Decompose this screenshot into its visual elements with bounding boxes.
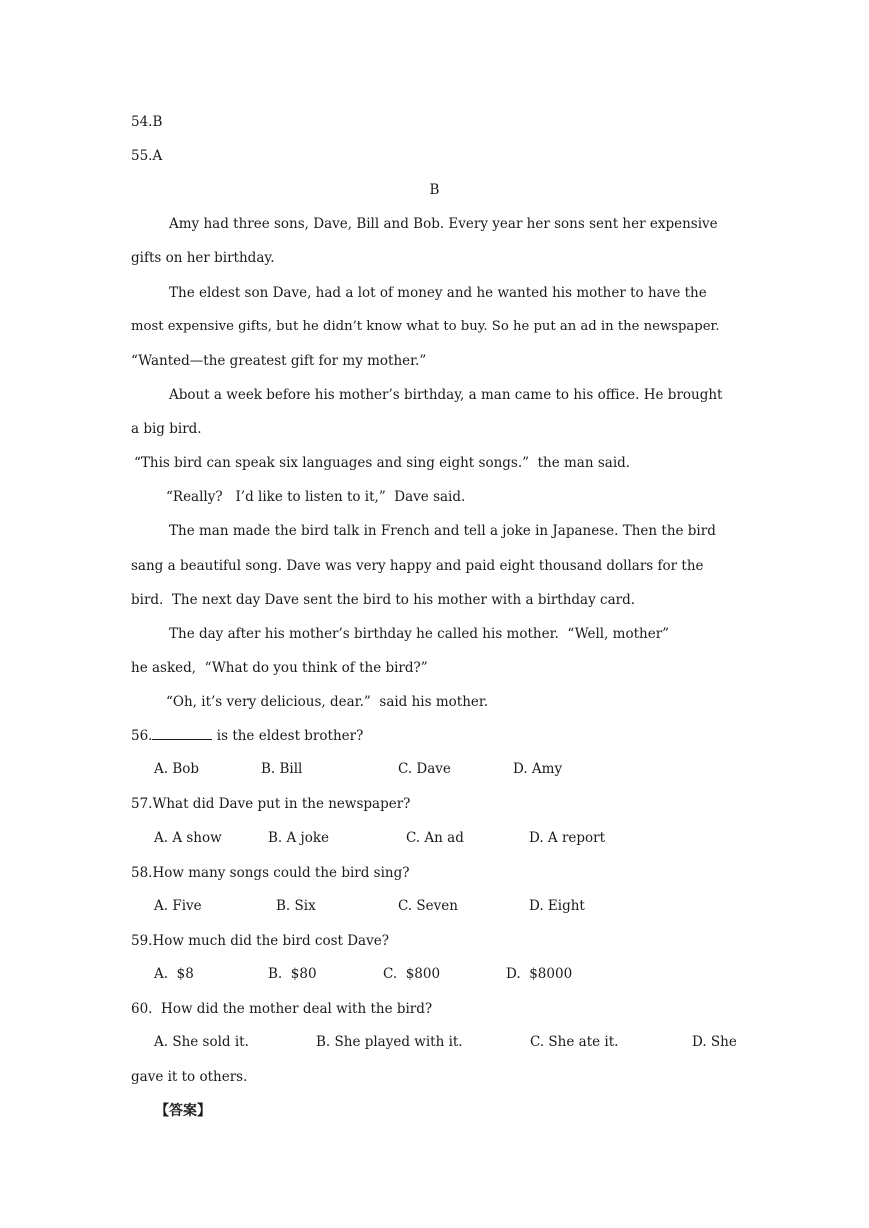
passage-line: Amy had three sons, Dave, Bill and Bob. Every year her sons sent her expensive xyxy=(169,216,718,232)
passage-line: bird. The next day Dave sent the bird to his mother with a birthday card. xyxy=(131,592,636,608)
passage-line: gifts on her birthday. xyxy=(131,250,275,266)
passage-line: The eldest son Dave, had a lot of money and he wanted his mother to have the xyxy=(169,285,707,301)
question-57: 57.What did Dave put in the newspaper? xyxy=(131,796,411,812)
option-a: A. She sold it. xyxy=(154,1034,249,1050)
passage-line: “This bird can speak six languages and sing eight songs.” the man said. xyxy=(134,455,631,471)
passage-line: “Really? I’d like to listen to it,” Dave said. xyxy=(166,489,466,505)
option-b: B. Six xyxy=(276,898,316,914)
passage-line: a big bird. xyxy=(131,421,202,437)
question-60: 60. How did the mother deal with the bird? xyxy=(131,1001,433,1017)
option-c: C. Dave xyxy=(398,761,451,777)
option-a: A. Five xyxy=(154,898,202,914)
option-d: D. A report xyxy=(529,830,606,846)
passage-line: sang a beautiful song. Dave was very happy and paid eight thousand dollars for the xyxy=(131,558,704,574)
option-b: B. A joke xyxy=(268,830,330,846)
passage-line: he asked, “What do you think of the bird?” xyxy=(131,660,428,676)
option-d: D. Eight xyxy=(529,898,585,914)
option-b: B. $80 xyxy=(268,966,317,982)
option-d: D. $8000 xyxy=(506,966,573,982)
passage-line: most expensive gifts, but he didn’t know what to buy. So he put an ad in the newspaper. xyxy=(131,319,720,334)
option-c: C. An ad xyxy=(406,830,464,846)
passage-line: “Wanted—the greatest gift for my mother.” xyxy=(131,353,427,369)
passage-line: The man made the bird talk in French and tell a joke in Japanese. Then the bird xyxy=(169,523,716,539)
option-c: C. She ate it. xyxy=(530,1034,619,1050)
question-59: 59.How much did the bird cost Dave? xyxy=(131,933,389,949)
option-a: A. Bob xyxy=(154,761,200,777)
answer-54: 54.B xyxy=(131,114,163,130)
passage-line: “Oh, it’s very delicious, dear.” said his mother. xyxy=(166,694,489,710)
option-b: B. She played with it. xyxy=(316,1034,463,1050)
section-label: B xyxy=(429,182,440,198)
answer-blank[interactable] xyxy=(152,727,212,740)
option-a: A. A show xyxy=(154,830,222,846)
passage-line: About a week before his mother’s birthday, a man came to his office. He brought xyxy=(169,387,723,403)
question-60-continuation: gave it to others. xyxy=(131,1069,248,1085)
question-56: 56. is the eldest brother? xyxy=(131,728,364,744)
answer-55: 55.A xyxy=(131,148,163,164)
option-a: A. $8 xyxy=(154,966,194,982)
option-d: D. She xyxy=(692,1034,737,1050)
option-d: D. Amy xyxy=(513,761,563,777)
question-58: 58.How many songs could the bird sing? xyxy=(131,865,410,881)
passage-line: The day after his mother’s birthday he called his mother. “Well, mother” xyxy=(169,626,670,642)
option-c: C. $800 xyxy=(383,966,441,982)
answer-heading: 【答案】 xyxy=(155,1103,211,1119)
option-c: C. Seven xyxy=(398,898,458,914)
option-b: B. Bill xyxy=(261,761,303,777)
